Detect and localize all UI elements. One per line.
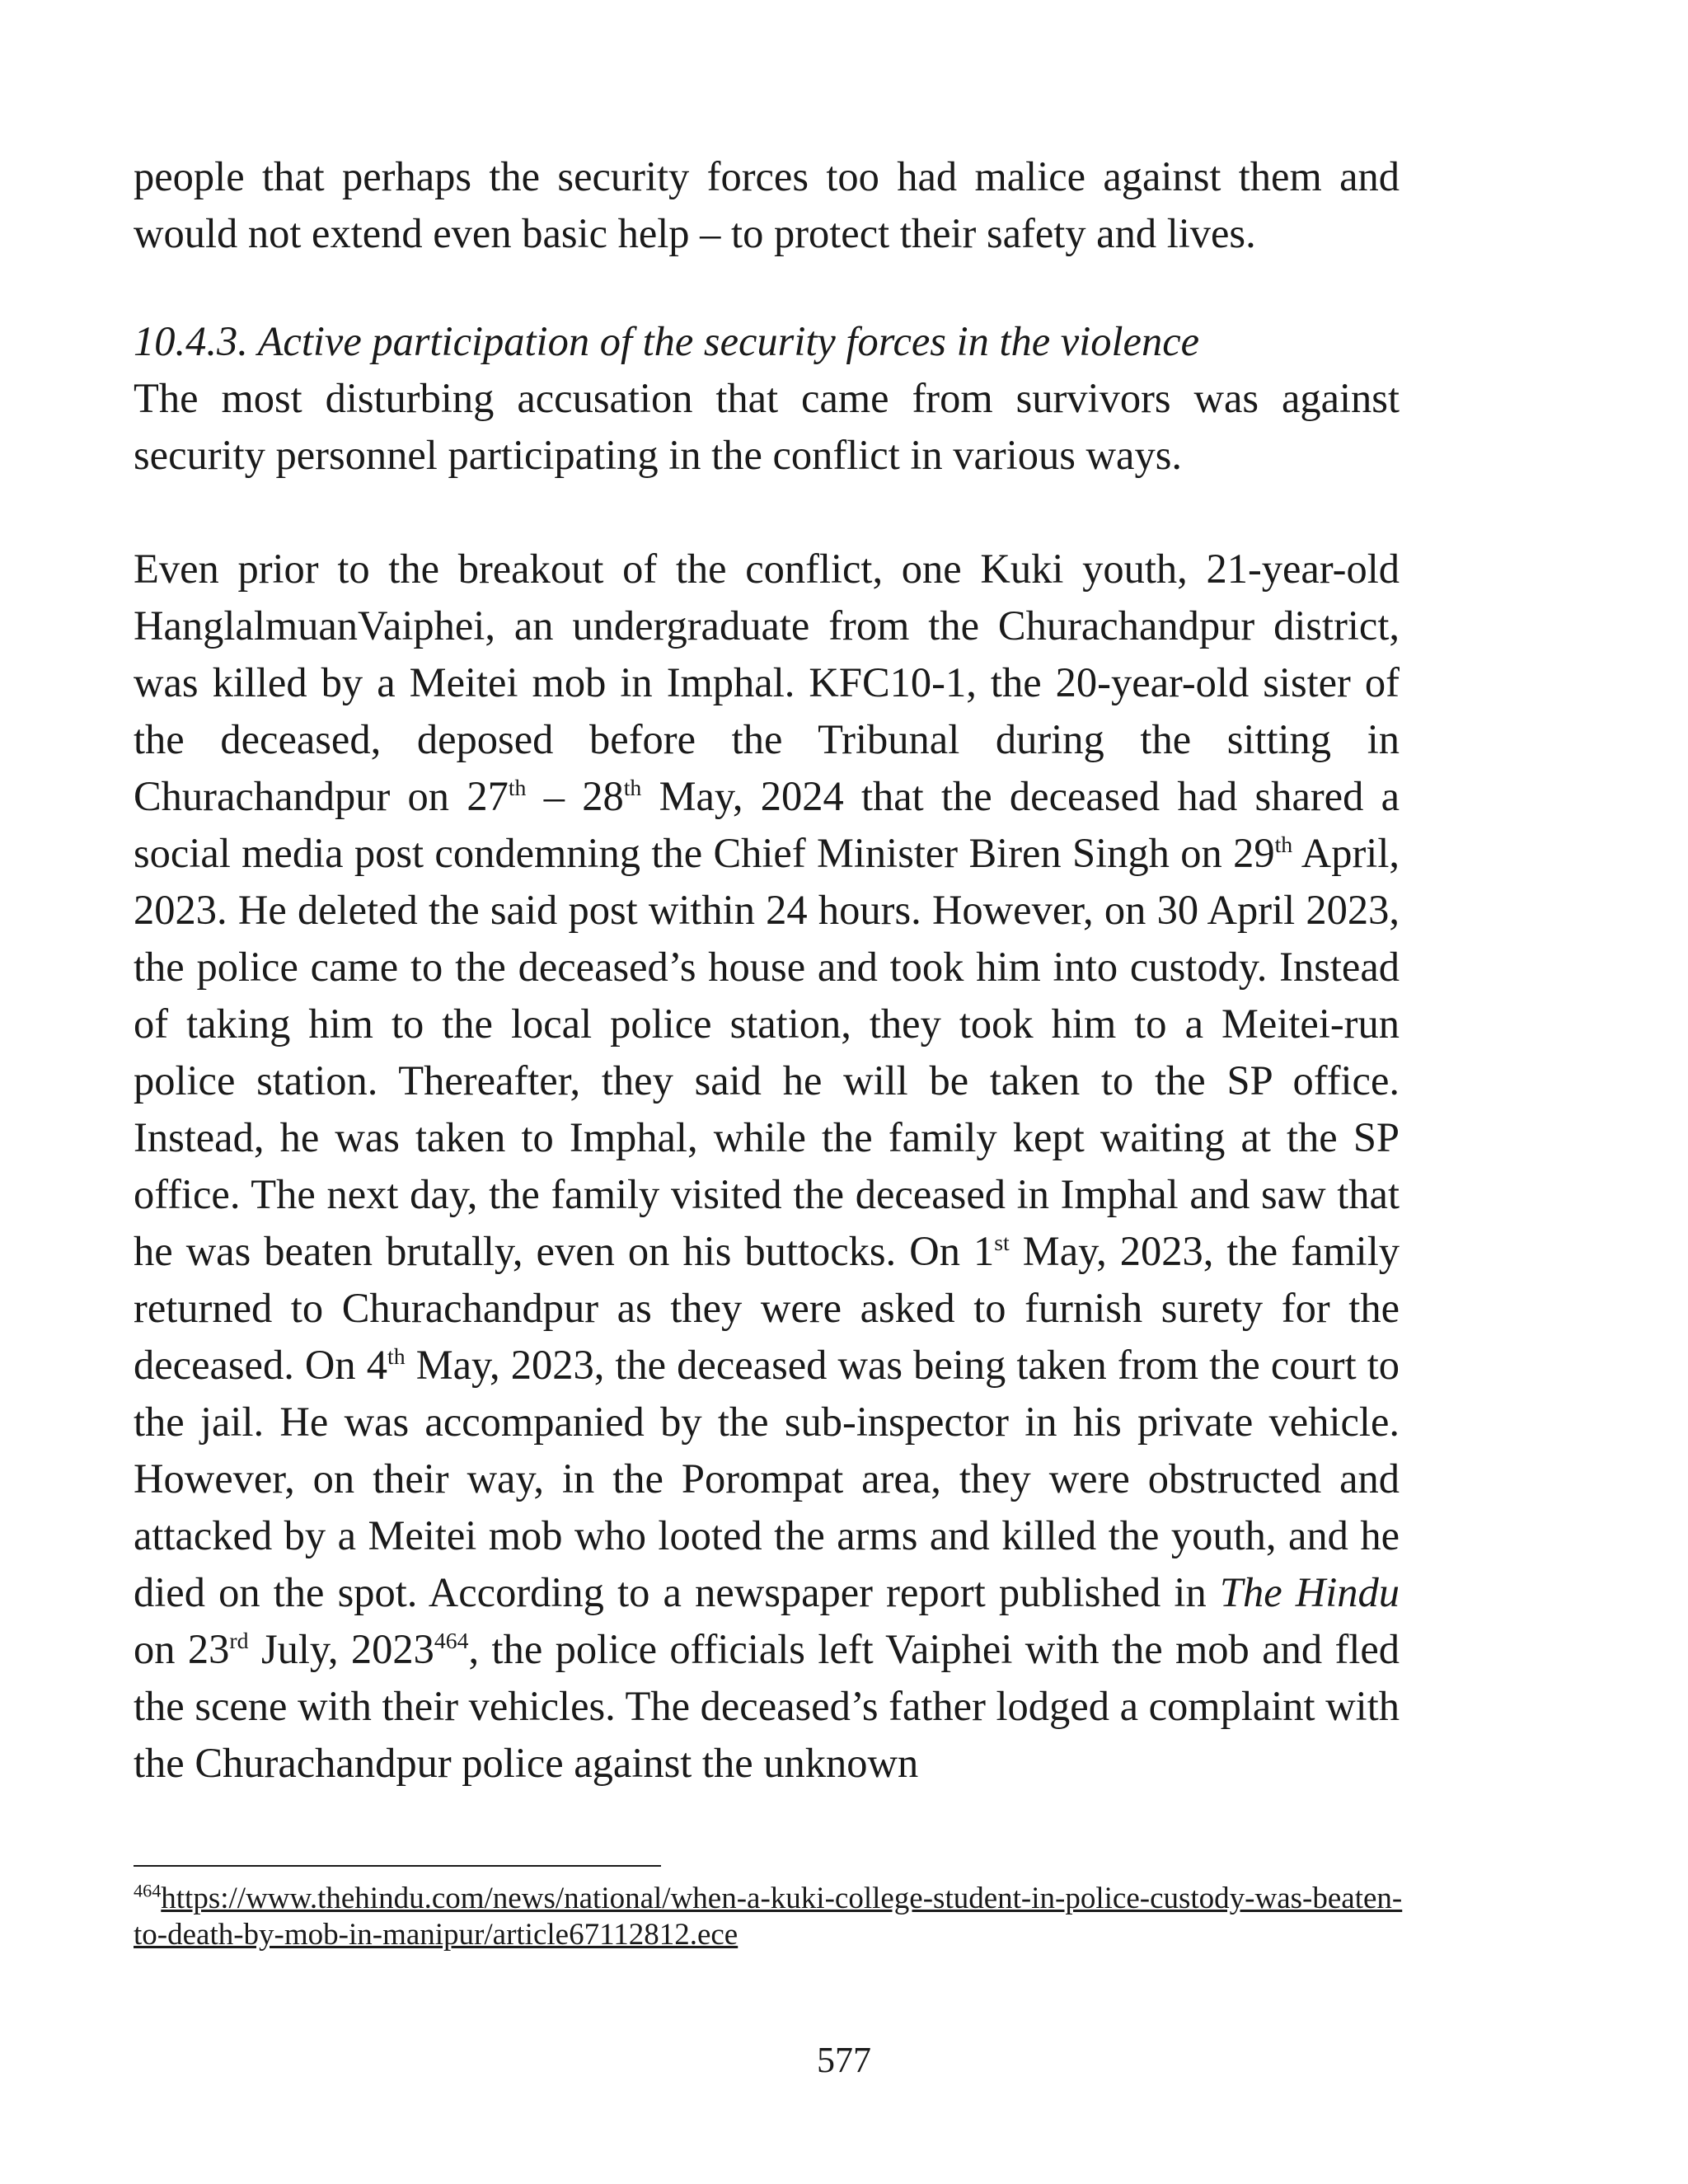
paragraph-main: Even prior to the breakout of the conflict, one Kuki youth, 21-year-old HanglalmuanVaiphei, an undergraduate from the Churachandpur district, was killed by a Meitei mob in Imphal. KFC10-1, the 20-year-old sister of the deceased, deposed before the Tribunal during the sitting in Churachandpur on 27th – 28th May, 2024 that the deceased had shared a social media post condemning the Chief Minister Biren Singh on 29th April, 2023. He deleted the said post within 24 hours. However, on 30 April 2023, the police came to the deceased’s house and took him into custody. Instead of taking him to the local police station, they took him to a Meitei-run police station. Thereafter, they said he will be taken to the SP office. Instead, he was taken to Imphal, while the family kept waiting at the SP office. The next day, the family visited the deceased in Imphal and saw that he was beaten brutally, even on his buttocks. On 1st May, 2023, the family returned to Churachandpur as they were asked to furnish surety for the deceased. On 4th May, 2023, the deceased was being taken from the court to the jail. He was accompanied by the sub-inspector in his private vehicle. However, on their way, in the Porompat area, they were obstructed and attacked by a Meitei mob who looted the arms and killed the youth, and he died on the spot. According to a newspaper report published in The Hindu on 23rd July, 2023$^{464}$, the police officials left Vaiphei with the mob and fled the scene with their vehicles. The deceased’s father lodged a complaint with the Churachandpur police against the unknown xyxy=(134,546,1400,1786)
footnote-number: 464 xyxy=(134,1880,162,1901)
footnote-reference: 464 xyxy=(434,1629,469,1655)
newspaper-title: The Hindu xyxy=(1219,1569,1400,1615)
paragraph-accusation: The most disturbing accusation that came from survivors was against security personnel participating in the conflict in various ways. xyxy=(134,375,1400,478)
page-number: 577 xyxy=(817,2040,871,2080)
footnote-divider xyxy=(134,1865,661,1867)
paragraph-intro: people that perhaps the security forces too had malice against them and would not extend even basic help – to protect their safety and lives. xyxy=(134,153,1400,256)
section-heading: 10.4.3. Active participation of the security forces in the violence xyxy=(134,318,1200,364)
page-body xyxy=(134,148,1400,1792)
footnote-link[interactable]: https://www.thehindu.com/news/national/when-a-kuki-college-student-in-police-custody-was-beaten-to-death-by-mob-in-manipur/article67112812.ece xyxy=(134,1882,1403,1952)
footnote-464 xyxy=(134,1881,1403,1953)
